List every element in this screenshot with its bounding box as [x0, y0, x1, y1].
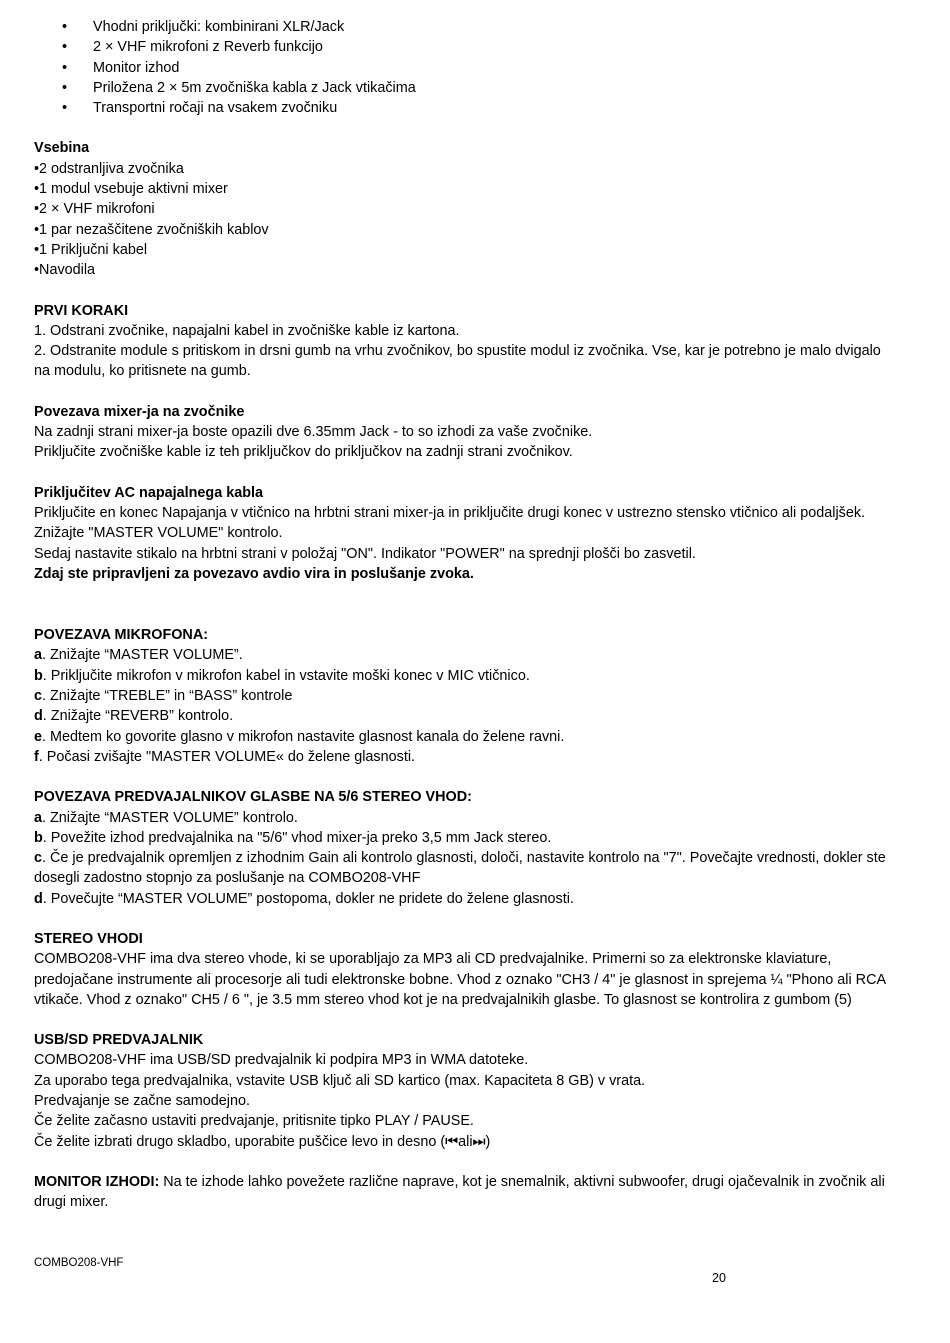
usb-sd-section: [34, 1030, 894, 1152]
step-text: . Znižajte “REVERB” kontrolo.: [42, 708, 234, 725]
mixer-connection-section: [34, 402, 894, 463]
player-step: [34, 848, 894, 889]
step-letter: e: [34, 728, 43, 745]
step-letter: a: [34, 809, 43, 826]
contents-item: • 1 modul vsebuje aktivni mixer: [34, 179, 894, 199]
stereo-inputs-heading: STEREO VHODI: [34, 930, 143, 947]
usb-sd-line: Predvajanje se začne samodejno.: [34, 1093, 250, 1110]
step-text: . Povežite izhod predvajalnika na "5/6" vhod mixer-ja preko 3,5 mm Jack stereo.: [42, 829, 552, 846]
page-number: 20: [712, 1271, 726, 1285]
step-letter: f: [34, 748, 39, 765]
player-step: [34, 889, 894, 909]
player-connection-section: [34, 787, 894, 909]
usb-sd-line: Za uporabo tega predvajalnika, vstavite USB ključ ali SD kartico (max. Kapaciteta 8 GB) v vrata.: [34, 1072, 646, 1089]
step-text: . Znižajte “TREBLE” in “BASS” kontrole: [42, 688, 293, 705]
step-letter: b: [34, 829, 43, 846]
step-text: . Povečujte “MASTER VOLUME” postopoma, dokler ne pridete do želene glasnosti.: [42, 890, 574, 907]
step-letter: d: [34, 708, 43, 725]
step-letter: d: [34, 890, 43, 907]
feature-item: • Priložena 2 × 5m zvočniška kabla z Jack vtikačima: [34, 78, 894, 98]
mic-step: [34, 686, 894, 706]
contents-heading: Vsebina: [34, 140, 90, 157]
ac-cable-section: [34, 483, 894, 584]
player-step: [34, 808, 894, 828]
stereo-inputs-text: COMBO208-VHF ima dva stereo vhode, ki se uporabljajo za MP3 ali CD predvajalnike. Primerni so za elektronske klaviature, predojačane instrumente ali procesorje ali tudi elektronske bobne. Vhod z oznako "CH3 / 4" je glasnost in sprejema ¼ "Phono ali RCA vtikače. Vhod z oznako" CH5 / 6 ", je 3.5 mm stereo vhod kot je na predvajalnikih glasbe. To glasnost se kontrolira z gumbom (5): [34, 951, 886, 1008]
ac-cable-ready-note: Zdaj ste pripravljeni za povezavo avdio vira in poslušanje zvoka.: [34, 565, 474, 582]
usb-sd-line: Če želite izbrati drugo skladbo, uporabite puščice levo in desno (⏮ali⏭): [34, 1133, 491, 1150]
monitor-text: Na te izhode lahko povežete različne naprave, kot je snemalnik, aktivni subwoofer, drugi ojačevalnik in zvočnik ali drugi mixer.: [34, 1173, 885, 1211]
mic-step: [34, 747, 894, 767]
step-text: . Priključite mikrofon v mikrofon kabel in vstavite moški konec v MIC vtičnico.: [42, 667, 530, 684]
feature-list: [34, 17, 894, 118]
mic-step: [34, 645, 894, 665]
step-text: . Če je predvajalnik opremljen z izhodnim Gain ali kontrolo glasnosti, določi, nastavite kontrolo na "7". Povečajte vrednosti, dokler ste dosegli zadostno stopnjo za poslušanje na COMBO208-VHF: [34, 850, 886, 887]
mixer-connection-line: Priključite zvočniške kable iz teh priključkov do priključkov na zadnji strani zvočnikov.: [34, 444, 573, 461]
step-text: . Znižajte “MASTER VOLUME”.: [42, 647, 243, 664]
mic-step: [34, 727, 894, 747]
monitor-heading: MONITOR IZHODI:: [34, 1173, 160, 1190]
usb-sd-heading: USB/SD PREDVAJALNIK: [34, 1032, 204, 1049]
footer-model-label: COMBO208-VHF: [34, 1257, 124, 1269]
stereo-inputs-section: [34, 929, 894, 1010]
mic-step: [34, 706, 894, 726]
mic-connection-section: [34, 625, 894, 767]
contents-item: • 2 odstranljiva zvočnika: [34, 159, 894, 179]
step-letter: c: [34, 850, 43, 867]
step-letter: c: [34, 688, 43, 705]
manual-page: [34, 17, 894, 1213]
ac-cable-line: Priključite en konec Napajanja v vtičnico na hrbtni strani mixer-ja in priključite drugi konec v ustrezno stensko vtičnico ali podaljšek. Znižajte "MASTER VOLUME" kontrolo.: [34, 504, 866, 542]
contents-section: [34, 138, 894, 280]
contents-item: • 2 × VHF mikrofoni: [34, 199, 894, 219]
usb-sd-line: COMBO208-VHF ima USB/SD predvajalnik ki podpira MP3 in WMA datoteke.: [34, 1052, 529, 1069]
mic-step: [34, 666, 894, 686]
step-letter: b: [34, 667, 43, 684]
monitor-paragraph: [34, 1172, 894, 1213]
first-steps-line: 1. Odstrani zvočnike, napajalni kabel in zvočniške kable iz kartona.: [34, 322, 460, 339]
ac-cable-heading: Priključitev AC napajalnega kabla: [34, 484, 264, 501]
feature-item: • Vhodni priključki: kombinirani XLR/Jack: [34, 17, 894, 37]
player-step: [34, 828, 894, 848]
monitor-section: [34, 1172, 894, 1213]
mixer-connection-line: Na zadnji strani mixer-ja boste opazili dve 6.35mm Jack - to so izhodi za vaše zvočnike.: [34, 424, 593, 441]
feature-item: • 2 × VHF mikrofoni z Reverb funkcijo: [34, 37, 894, 57]
first-steps-section: [34, 301, 894, 382]
contents-item: • 1 par nezaščitene zvočniških kablov: [34, 220, 894, 240]
first-steps-heading: PRVI KORAKI: [34, 302, 129, 319]
feature-item: • Transportni ročaji na vsakem zvočniku: [34, 98, 894, 118]
contents-item: • Navodila: [34, 260, 894, 280]
step-letter: a: [34, 647, 43, 664]
feature-item: • Monitor izhod: [34, 58, 894, 78]
step-text: . Medtem ko govorite glasno v mikrofon nastavite glasnost kanala do želene ravni.: [42, 728, 565, 745]
mic-connection-heading: POVEZAVA MIKROFONA:: [34, 627, 209, 644]
mixer-connection-heading: Povezava mixer-ja na zvočnike: [34, 403, 245, 420]
ac-cable-line: Sedaj nastavite stikalo na hrbtni strani v položaj "ON". Indikator "POWER" na sprednji plošči bo zasvetil.: [34, 545, 696, 562]
usb-sd-line: Če želite začasno ustaviti predvajanje, pritisnite tipko PLAY / PAUSE.: [34, 1113, 474, 1130]
player-connection-heading: POVEZAVA PREDVAJALNIKOV GLASBE NA 5/6 STEREO VHOD:: [34, 789, 472, 806]
first-steps-line: 2. Odstranite module s pritiskom in drsni gumb na vrhu zvočnikov, bo spustite modul iz zvočnika. Vse, kar je potrebno je malo dvigalo na modulu, ko pritisnete na gumb.: [34, 343, 881, 380]
contents-item: • 1 Priključni kabel: [34, 240, 894, 260]
step-text: . Znižajte “MASTER VOLUME” kontrolo.: [42, 809, 298, 826]
step-text: . Počasi zvišajte "MASTER VOLUME« do želene glasnosti.: [38, 748, 416, 765]
